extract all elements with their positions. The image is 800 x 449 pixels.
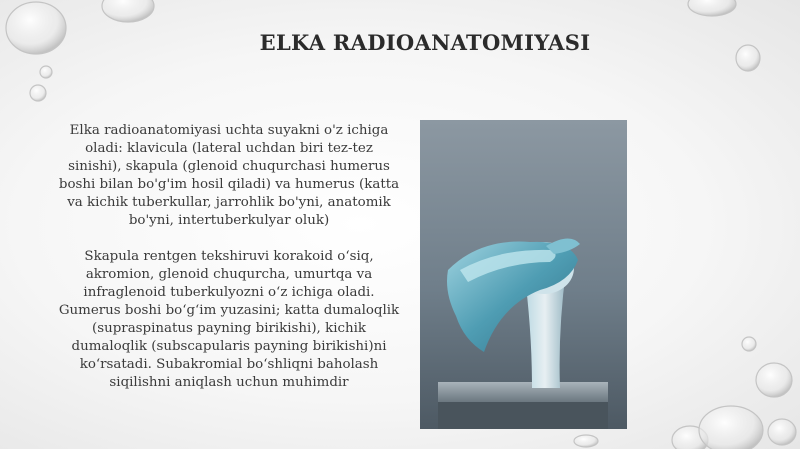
shoulder-model-photo (420, 120, 627, 429)
paragraph-2: Skapula rentgen tekshiruvi korakoid o‘siq, akromion, glenoid chuqurcha, umurtqa va infraglenoid tuberkulyozni o‘z ichiga oladi. Gumerus boshi bo‘g‘im yuzasini; katta dumaloqlik (supraspinatus payning birikishi), kichik dumaloqlik (subscapularis payning birikishi)ni ko‘rsatadi. Subakromial bo‘shliqni baholash siqilishni aniqlash uchun muhimdir (58, 249, 400, 390)
slide-title: ELKA RADIOANATOMIYASI (259, 30, 591, 55)
body-text (58, 122, 400, 392)
paragraph-1: Elka radioanatomiyasi uchta suyakni o'z ichiga oladi: klavicula (lateral uchdan biri tez-tez sinishi), skapula (glenoid chuqurchasi humerus boshi bilan bo'g'im hosil qiladi) va humerus (katta va kichik tuberkullar, jarrohlik bo'yni, anatomik bo'yni, intertuberkulyar oluk) (58, 123, 400, 228)
display-base (438, 382, 608, 402)
droplet-top-left (6, 0, 154, 101)
droplet-top-right (688, 0, 760, 71)
